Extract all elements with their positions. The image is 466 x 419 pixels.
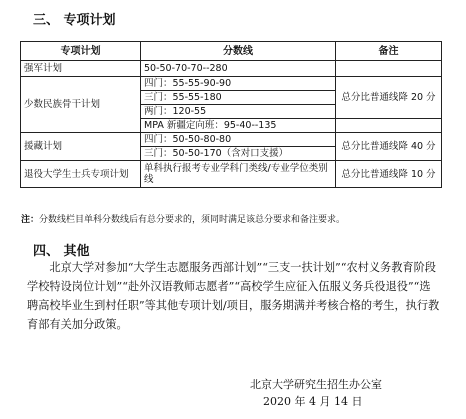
special-plan-table [20,41,442,188]
table-row [21,77,442,91]
other-plans-paragraph: 北京大学对参加“大学生志愿服务西部计划”“三支一扶计划”“农村义务教育阶段学校特设岗位计划”“赴外汉语教师志愿者”“高校学生应征入伍服义务兵役退役”“选聘高校毕业生到村任职”等其他专项计划/项目，服务期满并考核合格的考生，执行教育部有关加分政策。 [27,261,440,331]
note-tuiyi: 总分比普通线降 10 分 [336,161,442,188]
footnote-label: 注： [21,215,40,225]
score-minzu-3: 三门：55-55-180 [141,91,336,105]
signature-org: 北京大学研究生招生办公室 [250,378,382,391]
section-3-heading: 三、 专项计划 [33,13,116,28]
header-plan: 专项计划 [21,42,141,61]
table-row [21,161,442,188]
score-minzu-2: 两门：120-55 [141,105,336,119]
plan-qiangjun: 强军计划 [21,61,141,77]
signature-date: 2020 年 4 月 14 日 [263,395,363,408]
note-minzu: 总分比普通线降 20 分 [336,77,442,119]
section-4-heading: 四、 其他 [33,244,90,259]
plan-yuanzang: 援藏计划 [21,133,141,161]
plan-minzu: 少数民族骨干计划 [21,77,141,133]
table-header-row [21,42,442,61]
table-row [21,133,442,147]
note-qiangjun [336,61,442,77]
header-score: 分数线 [141,42,336,61]
score-tuiyi: 单科执行报考专业学科门类线/专业学位类别线 [141,161,336,188]
table-footnote [21,212,345,225]
table-row [21,61,442,77]
score-qiangjun: 50-50-70-70--280 [141,61,336,77]
note-yuanzang: 总分比普通线降 40 分 [336,133,442,161]
header-note: 备注 [336,42,442,61]
score-minzu-mpa: MPA 新疆定向班：95-40--135 [141,119,336,133]
footnote-text: 分数线栏目单科分数线后有总分要求的，须同时满足该总分要求和备注要求。 [39,215,346,225]
note-minzu-mpa [336,119,442,133]
score-yuanzang-4: 四门：50-50-80-80 [141,133,336,147]
plan-tuiyi: 退役大学生士兵专项计划 [21,161,141,188]
score-yuanzang-3: 三门：50-50-170（含对口支援） [141,147,336,161]
score-minzu-4: 四门：55-55-90-90 [141,77,336,91]
